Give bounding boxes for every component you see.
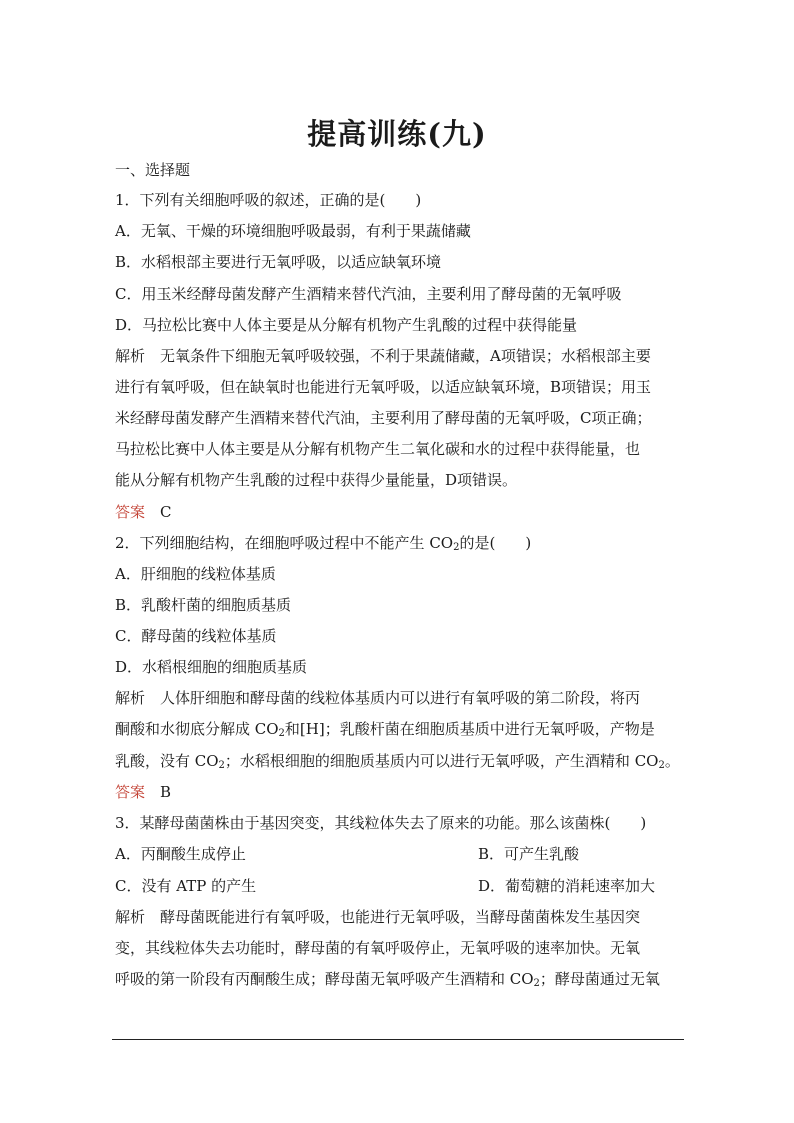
question-3-analysis: 解析 酵母菌既能进行有氧呼吸，也能进行无氧呼吸，当酵母菌菌株发生基因突 (115, 908, 641, 926)
question-1-analysis: 马拉松比赛中人体主要是从分解有机物产生二氧化碳和水的过程中获得能量，也 (115, 440, 641, 458)
question-1-option-b: B．水稻根部主要进行无氧呼吸，以适应缺氧环境 (115, 253, 442, 271)
question-3-analysis: 变，其线粒体失去功能时，酵母菌的有氧呼吸停止，无氧呼吸的速率加快。无氧 (115, 939, 641, 957)
question-1-option-c: C．用玉米经酵母菌发酵产生酒精来替代汽油，主要利用了酵母菌的无氧呼吸 (115, 285, 622, 303)
question-1-option-d: D．马拉松比赛中人体主要是从分解有机物产生乳酸的过程中获得能量 (115, 316, 578, 334)
question-1-analysis: 进行有氧呼吸，但在缺氧时也能进行无氧呼吸，以适应缺氧环境，B项错误；用玉 (115, 378, 652, 396)
question-2-answer (115, 782, 685, 802)
question-2-analysis: 乳酸，没有 $CO_2$；水稻根细胞的细胞质基质内可以进行无氧呼吸，产生酒精和 $CO_2$。 (115, 752, 680, 771)
section-heading: 一、选择题 (115, 161, 191, 179)
question-2-stem: 2．下列细胞结构，在细胞呼吸过程中不能产生 $CO_2$的是( ) (115, 534, 532, 553)
question-1-answer (115, 502, 685, 522)
answer-label: 答案 (115, 783, 146, 801)
answer-value: B (160, 783, 172, 801)
question-1-analysis: 米经酵母菌发酵产生酒精来替代汽油，主要利用了酵母菌的无氧呼吸，C项正确； (115, 409, 652, 427)
question-1-analysis: 能从分解有机物产生乳酸的过程中获得少量能量，D项错误。 (115, 471, 518, 489)
footer-divider (112, 1039, 684, 1040)
question-1-option-a: A．无氧、干燥的环境细胞呼吸最弱，有利于果蔬储藏 (115, 222, 471, 240)
question-3-stem: 3．某酵母菌菌株由于基因突变，其线粒体失去了原来的功能。那么该菌株( ) (115, 814, 647, 832)
question-2-option-b: B．乳酸杆菌的细胞质基质 (115, 596, 292, 614)
answer-value: C (160, 503, 172, 521)
question-3-analysis: 呼吸的第一阶段有丙酮酸生成；酵母菌无氧呼吸产生酒精和 $CO_2$；酵母菌通过无氧 (115, 970, 660, 989)
question-2-option-d: D．水稻根细胞的细胞质基质 (115, 658, 308, 676)
question-3-option-b: B．可产生乳酸 (478, 845, 580, 863)
question-3-options-row-1 (115, 844, 685, 864)
question-3-options-row-2 (115, 876, 685, 896)
question-3-option-a: A．丙酮酸生成停止 (115, 845, 246, 863)
page-title: 提高训练(九) (307, 117, 487, 151)
question-2-analysis: 酮酸和水彻底分解成 $CO_2$和[H]；乳酸杆菌在细胞质基质中进行无氧呼吸，产物是 (115, 720, 655, 739)
question-1-stem: 1．下列有关细胞呼吸的叙述，正确的是( ) (115, 191, 422, 209)
answer-label: 答案 (115, 503, 146, 521)
question-2-analysis: 解析 人体肝细胞和酵母菌的线粒体基质内可以进行有氧呼吸的第二阶段，将丙 (115, 689, 641, 707)
question-2-option-c: C．酵母菌的线粒体基质 (115, 627, 277, 645)
question-3-option-d: D．葡萄糖的消耗速率加大 (478, 877, 656, 895)
question-1-analysis: 解析 无氧条件下细胞无氧呼吸较强，不利于果蔬储藏，A项错误；水稻根部主要 (115, 347, 651, 365)
question-3-option-c: C．没有 ATP 的产生 (115, 877, 257, 895)
question-2-option-a: A．肝细胞的线粒体基质 (115, 565, 276, 583)
